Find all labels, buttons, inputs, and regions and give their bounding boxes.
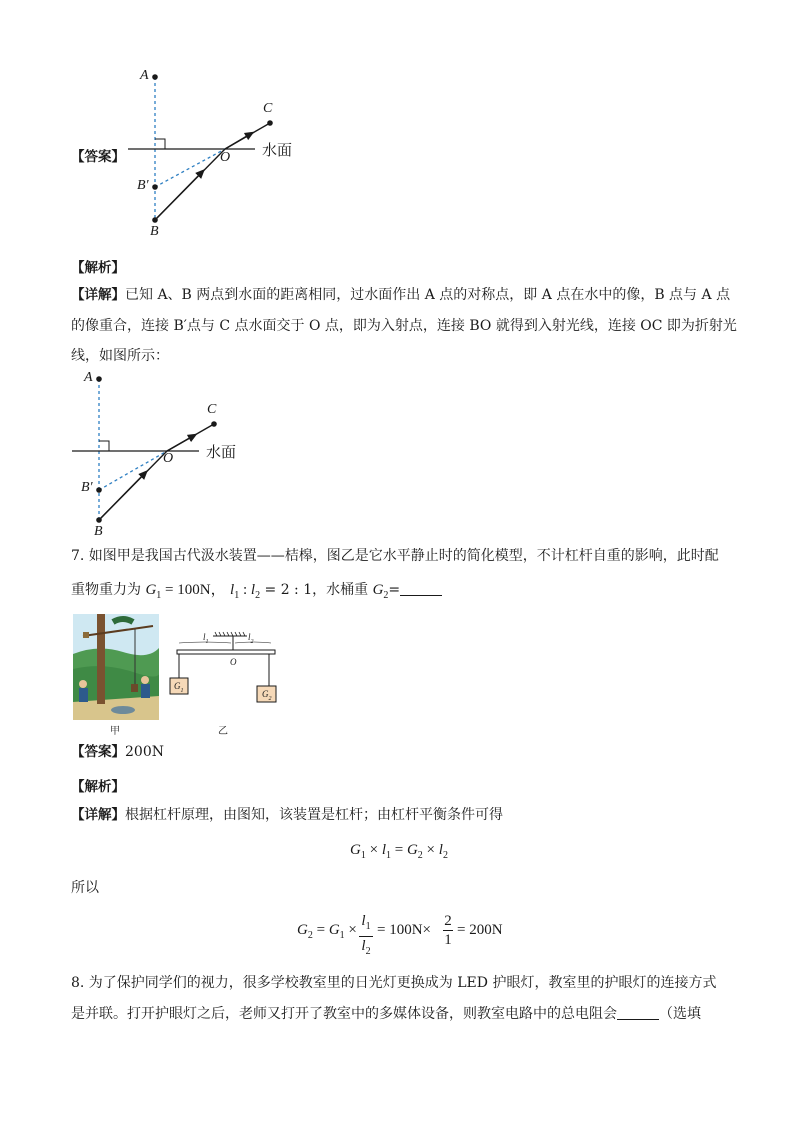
- label-water: 水面: [262, 141, 293, 159]
- q6-detail-line2: 的像重合，连接 B′点与 C 点水面交于 O 点，即为入射点，连接 BO 就得到入射光线，连接 OC 即为折射光: [71, 318, 737, 334]
- right-angle-mark: [99, 441, 109, 451]
- virtual-ray-line: [99, 451, 167, 490]
- figure-yi-caption: 乙: [218, 726, 228, 737]
- q7-g1-val: = 100N，: [161, 582, 226, 598]
- q7-detail-tag: 【详解】: [71, 807, 125, 823]
- point-A: [96, 376, 102, 382]
- q7-equation-1: $G_1 \times l_1 = G_2 \times l_2$: [350, 842, 448, 861]
- q6-detail-text1: 已知 A、B 两点到水面的距离相同，过水面作出 A 点的对称点，即 A 点在水中的像，B 点与 A 点: [125, 287, 731, 303]
- q6-detail-line3: 线，如图所示：: [71, 348, 169, 364]
- q8-line2-text: 是并联。打开护眼灯之后，老师又打开了教室中的多媒体设备，则教室电路中的总电阻会: [71, 1006, 617, 1022]
- analysis-tag: 【解析】: [71, 260, 125, 276]
- incident-ray-arrow: [99, 472, 146, 520]
- point-Bp: [152, 184, 158, 190]
- q7-answer-value: 200N: [125, 744, 164, 760]
- q7-answer-tag: 【答案】: [71, 744, 125, 760]
- right-angle-mark: [155, 139, 165, 149]
- point-B: [152, 217, 158, 223]
- q7-g2: $G_2$: [372, 582, 389, 601]
- point-B: [96, 517, 102, 523]
- q7-stem-line2: [71, 580, 442, 606]
- q7-analysis-tag: 【解析】: [71, 779, 125, 795]
- label-A: A: [140, 68, 149, 83]
- q8-stem-line2: [71, 1004, 701, 1024]
- label-O-2: O: [163, 451, 174, 466]
- fig-G1-label: $G_1$: [174, 681, 184, 694]
- fig-l1-label: $l_1$: [203, 632, 209, 645]
- q7-ratio-val: = 2 : 1，水桶重: [260, 582, 369, 598]
- point-C: [267, 120, 273, 126]
- label-Bp-2: B′: [81, 480, 93, 495]
- label-Bp: B′: [137, 178, 149, 193]
- frac1-num: $l_1$: [361, 913, 371, 932]
- detail-tag: 【详解】: [71, 287, 125, 303]
- figure-jia-caption: 甲: [110, 726, 120, 737]
- q7-detail-line: [71, 805, 503, 825]
- label-C-2: C: [207, 402, 217, 417]
- q7-g1: $G_1$: [145, 582, 162, 601]
- answer-tag: 【答案】: [71, 149, 125, 165]
- label-B: B: [150, 224, 159, 239]
- refracted-ray-arrow: [167, 435, 195, 451]
- q7-answer-blank[interactable]: [400, 581, 442, 596]
- frac2-num: 2: [444, 913, 452, 929]
- figure-jia-illustration: [73, 614, 159, 720]
- q7-detail-text: 根据杠杆原理，由图知，该装置是杠杆；由杠杆平衡条件可得: [125, 807, 503, 823]
- q8-stem-line1: 8. 为了保护同学们的视力，很多学校教室里的日光灯更换成为 LED 护眼灯，教室里的护眼灯的连接方式: [71, 975, 717, 991]
- label-water-2: 水面: [206, 443, 237, 461]
- point-C: [211, 421, 217, 427]
- q7-suoyi: 所以: [71, 880, 99, 896]
- fig-G2-label: $G_2$: [262, 689, 272, 702]
- q7-line2-end: =: [388, 582, 401, 598]
- q7-line2-pre: 重物重力为: [71, 582, 141, 598]
- label-A-2: A: [84, 370, 93, 385]
- point-Bp: [96, 487, 102, 493]
- label-B-2: B: [94, 524, 103, 539]
- refracted-ray-arrow: [225, 133, 252, 149]
- virtual-ray-line: [155, 149, 225, 187]
- q7-ratio: $l_1$ : $l_2$: [230, 582, 261, 601]
- eq2-rhs: = 200N: [457, 922, 503, 938]
- q8-answer-blank[interactable]: [617, 1005, 659, 1020]
- label-C: C: [263, 101, 273, 116]
- fig-O-label: O: [230, 657, 237, 667]
- q8-line2-end: （选填: [659, 1006, 701, 1022]
- q6-detail-line1: [71, 285, 730, 305]
- q7-answer-line: [71, 742, 164, 762]
- point-A: [152, 74, 158, 80]
- eq2-mid: = 100N×: [377, 922, 432, 938]
- frac1-den: $l_2$: [359, 936, 373, 961]
- frac2-den: 1: [444, 932, 452, 948]
- label-O: O: [220, 150, 231, 165]
- q7-stem-line1: 7. 如图甲是我国古代汲水装置——桔槔，图乙是它水平静止时的简化模型，不计杠杆自重的影响，此时配: [71, 548, 719, 564]
- fig-l2-label: $l_2$: [248, 632, 254, 645]
- incident-ray-arrow: [155, 171, 203, 220]
